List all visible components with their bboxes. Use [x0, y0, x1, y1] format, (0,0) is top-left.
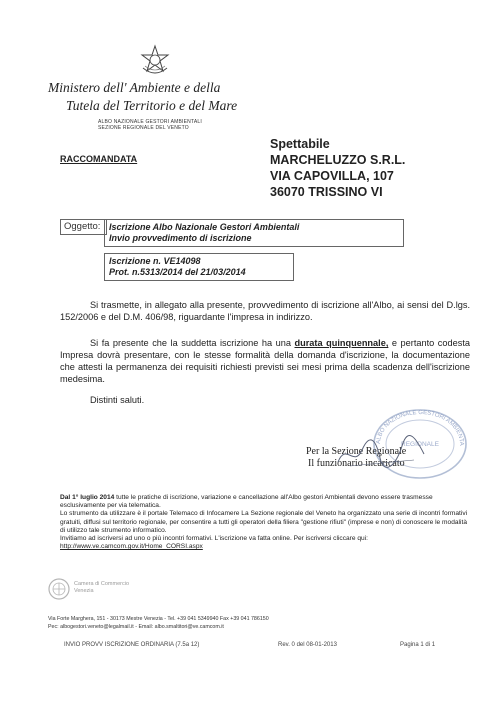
iscrizione-box	[104, 253, 294, 281]
signature-line1: Per la Sezione Regionale	[306, 446, 407, 457]
body-paragraph-2	[60, 337, 470, 385]
ministry-name-line2: Tutela del Territorio e del Mare	[66, 98, 238, 113]
stamp-ring-text: ALBO NAZIONALE GESTORI AMBIENTA	[375, 409, 465, 446]
notice-block	[60, 494, 472, 551]
subject-line2: Invio provvedimento di iscrizione	[109, 233, 252, 243]
notice-paragraph-3: Invitiamo ad iscriversi ad uno o più incontri formativi. L'iscrizione va fatta online. Per iscriversi cliccare qui:	[60, 535, 368, 543]
duration-emphasis: durata quinquennale,	[294, 338, 389, 348]
footer-contacts: Pec: albogestori.veneto@legalmail.it - Email: albo.smaltitori@ve.camcom.it	[48, 624, 224, 630]
page-number: Pagina 1 di 1	[400, 642, 436, 648]
iscrizione-number: Iscrizione n. VE14098	[109, 256, 201, 266]
stamp-inner-text: REGIONALE	[401, 441, 439, 448]
notice-date: Dal 1° luglio 2014	[60, 494, 115, 501]
notice-paragraph-1	[60, 494, 472, 510]
recipient-salutation: Spettabile	[270, 137, 330, 151]
notice-paragraph-2: Lo strumento da utilizzare è il portale Telemaco di Infocamere La Sezione regionale del Veneto ha organizzato una serie di incontri formativi gratuiti, diffusi sul territorio regionale, per consentire a tutti gli operatori della filiera "gestione rifiuti" (imprese e non) di conoscere le modalità di utilizzo tale strumento informatico.	[60, 510, 468, 534]
paragraph-2-lead: Si fa presente che la suddetta iscrizione ha una	[90, 338, 295, 348]
body-paragraph-1: Si trasmette, in allegato alla presente, provvedimento di iscrizione all'Albo, ai sensi del D.lgs. 152/2006 e del D.M. 406/98, riguardante l'impresa in indirizzo.	[60, 300, 470, 322]
chamber-of-commerce-logo-icon	[48, 578, 70, 600]
closing-salutation: Distinti saluti.	[90, 395, 145, 405]
signature-line2: Il funzionario incaricato	[308, 458, 405, 469]
recipient-city: 36070 TRISSINO VI	[270, 185, 383, 199]
course-link[interactable]: http://www.ve.camcom.gov.it/Home_CORSI.aspx	[60, 543, 203, 551]
document-revision: Rev. 0 del 08-01-2013	[278, 642, 337, 648]
footer-address: Via Forte Marghera, 151 - 30173 Mestre Venezia - Tel. +39 041 5349940 Fax +39 041 786150	[48, 616, 269, 622]
oggetto-label-text: Oggetto:	[64, 221, 101, 232]
notice-paragraph-1-text: tutte le pratiche di iscrizione, variazione e cancellazione all'Albo gestori Ambientali devono essere trasmesse esclusivamente per via telematica.	[60, 494, 433, 510]
republic-emblem-icon	[140, 44, 170, 78]
chamber-name-line2: Venezia	[74, 587, 94, 594]
raccomandata-label: RACCOMANDATA	[60, 154, 138, 164]
recipient-company: MARCHELUZZO S.R.L.	[270, 153, 406, 167]
chamber-name	[74, 581, 129, 594]
handwritten-signature-icon	[336, 432, 426, 472]
subject-box	[104, 219, 404, 247]
recipient-street: VIA CAPOVILLA, 107	[270, 169, 394, 183]
ministry-name-line1: Ministero dell' Ambiente e della	[48, 80, 221, 95]
paragraph-2-rest: e pertanto codesta Impresa dovrà presentare, con le stesse formalità della domanda d'iscrizione, la documentazione che attesti la permanenza dei requisiti richiesti previsti sei mesi prima della scadenza dell'iscrizione medesima.	[60, 338, 470, 384]
oggetto-label	[60, 219, 107, 235]
document-code: INVIO PROVV ISCRIZIONE ORDINARIA (7.5a 12)	[64, 642, 200, 648]
subject-line1: Iscrizione Albo Nazionale Gestori Ambientali	[109, 222, 300, 232]
recipient-block	[270, 136, 405, 200]
chamber-name-line1: Camera di Commercio	[74, 581, 130, 587]
albo-name: ALBO NAZIONALE GESTORI AMBIENTALI	[98, 119, 202, 125]
protocol-number: Prot. n.5313/2014 del 21/03/2014	[109, 267, 246, 277]
albo-section: SEZIONE REGIONALE DEL VENETO	[98, 125, 189, 131]
